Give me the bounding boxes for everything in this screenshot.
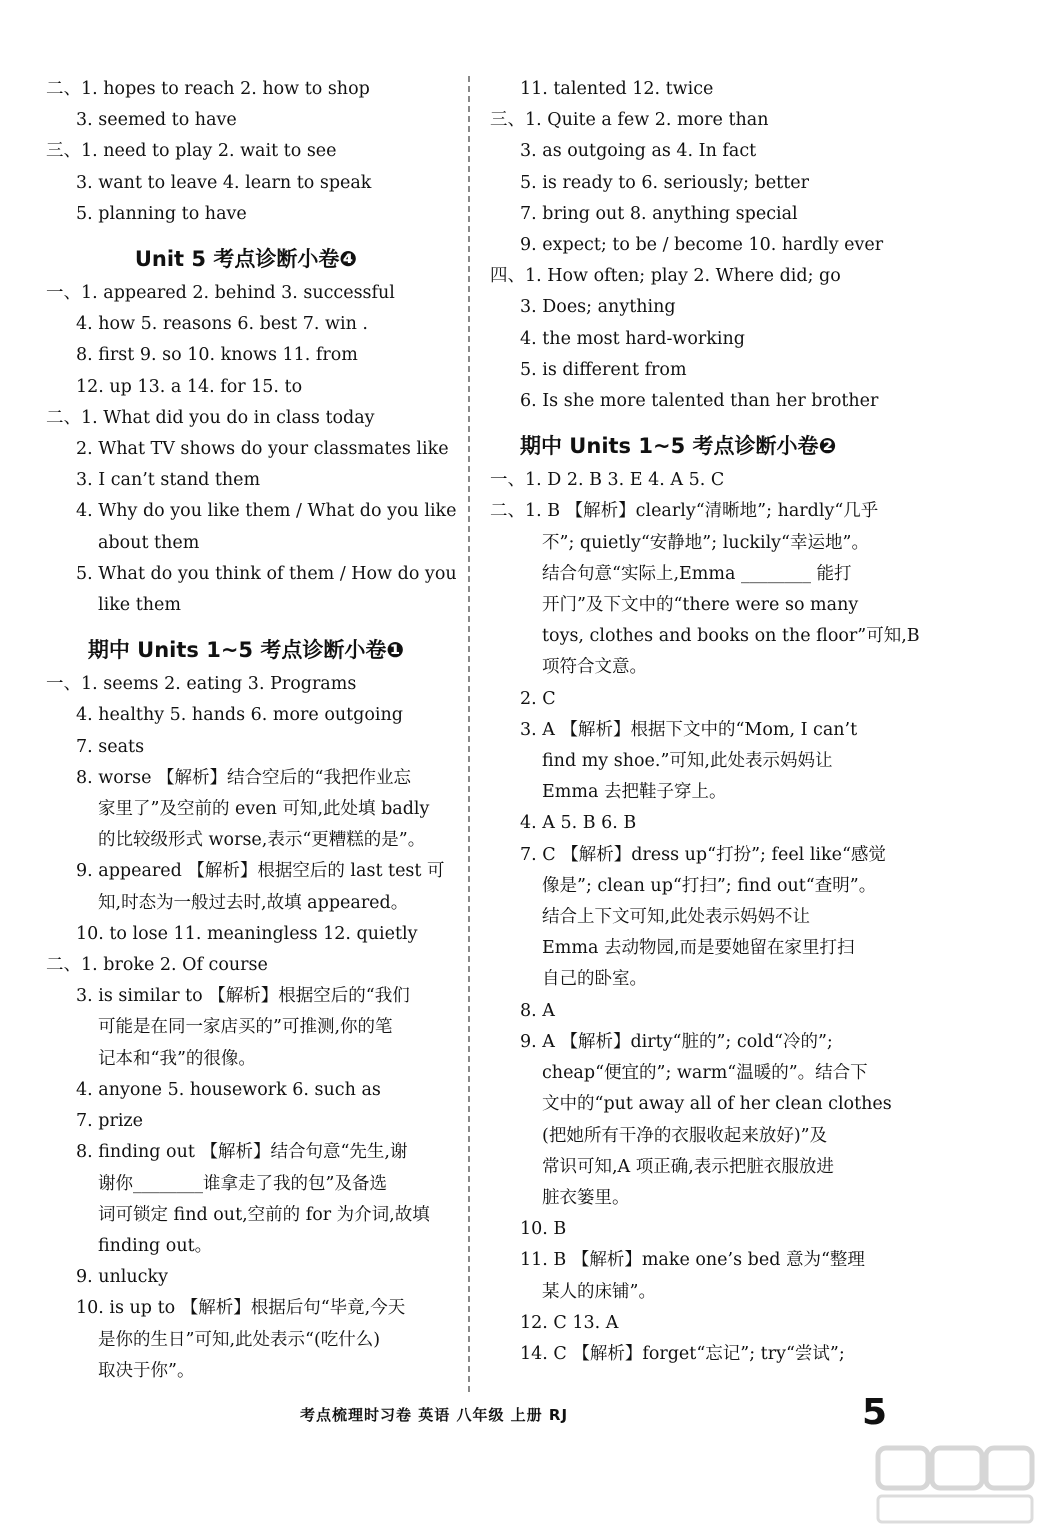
answer-item: 10. is up to 【解析】根据后句“毕竟,今天 (76, 1298, 406, 1319)
answer-continuation: 常识可知,A 项正确,表示把脏衣服放进 (542, 1156, 834, 1177)
answer-item: 8. first 9. so 10. knows 11. from (76, 345, 358, 366)
answer-item: 3. seemed to have (76, 110, 237, 131)
answer-continuation: 开门”及下文中的“there were so many (542, 595, 859, 616)
answer-continuation: find my shoe.”可知,此处表示妈妈让 (542, 751, 833, 772)
answer-item: 7. prize (76, 1111, 144, 1132)
answer-continuation: about them (98, 532, 200, 553)
answer-item: 9. unlucky (76, 1267, 168, 1288)
answer-item: 4. healthy 5. hands 6. more outgoing (76, 705, 403, 726)
section-answer-line: 二、1. broke 2. Of course (46, 955, 268, 976)
right-column (490, 74, 920, 1370)
answer-continuation: 取决于你”。 (98, 1360, 195, 1381)
section-answer-line: 二、1. What did you do in class today (46, 407, 375, 428)
answer-item: 3. is similar to 【解析】根据空后的“我们 (76, 986, 410, 1007)
answer-continuation: 可能是在同一家店买的”可推测,你的笔 (98, 1017, 393, 1038)
answer-continuation: 某人的床铺”。 (542, 1281, 656, 1302)
answer-item: 8. worse 【解析】结合空后的“我把作业忘 (76, 767, 411, 788)
answer-item: 2. What TV shows do your classmates like (76, 439, 449, 460)
answer-item: 9. A 【解析】dirty“脏的”; cold“冷的”; (520, 1031, 833, 1052)
answer-item: 4. A 5. B 6. B (520, 813, 637, 834)
answer-item: 10. B (520, 1219, 567, 1240)
section-heading: 期中 Units 1~5 考点诊断小卷❶ (87, 638, 405, 663)
section-answer-line: 一、1. D 2. B 3. E 4. A 5. C (490, 470, 725, 491)
section-answer-line: 三、1. Quite a few 2. more than (490, 110, 769, 131)
section-answer-line: 一、1. appeared 2. behind 3. successful (46, 283, 395, 304)
answer-continuation: 像是”; clean up“打扫”; find out“查明”。 (542, 875, 877, 896)
section-answer-line: 二、1. hopes to reach 2. how to shop (46, 79, 370, 99)
section-heading: 期中 Units 1~5 考点诊断小卷❷ (520, 434, 837, 459)
left-column (46, 74, 457, 1387)
answer-item: 8. finding out 【解析】结合句意“先生,谢 (76, 1142, 408, 1163)
column-divider (468, 76, 470, 1392)
answer-continuation: 家里了”及空前的 even 可知,此处填 badly (98, 799, 430, 820)
answer-continuation: 结合上下文可知,此处表示妈妈不让 (542, 907, 811, 928)
answer-item: 9. expect; to be / become 10. hardly ever (520, 235, 884, 256)
answer-item: 3. I can’t stand them (76, 470, 261, 491)
answer-continuation: 不”; quietly“安静地”; luckily“幸运地”。 (542, 532, 869, 553)
page-number: 5 (862, 1392, 888, 1433)
section-answer-line: 一、1. seems 2. eating 3. Programs (46, 674, 357, 695)
answer-item: 10. to lose 11. meaningless 12. quietly (76, 923, 418, 944)
answer-item: 12. up 13. a 14. for 15. to (76, 376, 303, 397)
answer-continuation: 的比较级形式 worse,表示“更糟糕的是”。 (98, 830, 426, 851)
answer-item: 7. seats (76, 736, 145, 757)
answer-item: 3. want to leave 4. learn to speak (76, 172, 372, 193)
answer-item: 12. C 13. A (520, 1312, 619, 1333)
footer-book-title: 考点梳理时习卷 英语 八年级 上册 RJ (300, 1406, 569, 1424)
answer-continuation: finding out。 (98, 1235, 213, 1256)
section-answer-line: 三、1. need to play 2. wait to see (46, 141, 337, 162)
answer-item: 4. Why do you like them / What do you like (76, 501, 457, 522)
answer-item: 4. anyone 5. housework 6. such as (76, 1079, 381, 1100)
section-heading: Unit 5 考点诊断小卷❹ (134, 247, 358, 272)
answer-item: 11. B 【解析】make one’s bed 意为“整理 (520, 1250, 865, 1271)
answer-continuation: 知,时态为一般过去时,故填 appeared。 (98, 892, 409, 913)
answer-continuation: 项符合文意。 (542, 657, 647, 678)
answer-continuation: 是你的生日”可知,此处表示“(吃什么) (98, 1329, 381, 1350)
answer-item: 5. planning to have (76, 203, 247, 224)
answer-continuation: 谢你________谁拿走了我的包”及备选 (98, 1173, 387, 1194)
answer-item: 9. appeared 【解析】根据空后的 last test 可 (76, 861, 445, 882)
answer-continuation: 词可锁定 find out,空前的 for 为介词,故填 (98, 1204, 430, 1225)
answer-continuation: 自己的卧室。 (542, 969, 647, 990)
answer-continuation: Emma 去把鞋子穿上。 (542, 782, 727, 803)
answer-item: 5. What do you think of them / How do you (76, 563, 457, 584)
answer-continuation: toys, clothes and books on the floor”可知,B (542, 626, 920, 647)
answer-item: 5. is different from (520, 359, 687, 380)
answer-continuation: cheap“便宜的”; warm“温暖的”。结合下 (542, 1063, 868, 1084)
answer-item: 3. Does; anything (520, 297, 676, 318)
answer-item: 3. A 【解析】根据下文中的“Mom, I can’t (520, 719, 858, 740)
answer-item: 5. is ready to 6. seriously; better (520, 172, 809, 193)
answer-continuation: 文中的“put away all of her clean clothes (542, 1094, 892, 1115)
answer-item: 2. C (520, 688, 556, 709)
answer-item: 4. the most hard-working (520, 328, 745, 349)
answer-continuation: Emma 去动物园,而是要她留在家里打扫 (542, 938, 855, 959)
answer-item: 14. C 【解析】forget“忘记”; try“尝试”; (520, 1343, 845, 1364)
answer-item: 7. bring out 8. anything special (520, 203, 798, 224)
answer-item: 7. C 【解析】dress up“打扮”; feel like“感觉 (520, 844, 886, 865)
answer-item: 3. as outgoing as 4. In fact (520, 141, 757, 162)
answer-item: 6. Is she more talented than her brother (520, 391, 879, 412)
section-answer-line: 二、1. B 【解析】clearly“清晰地”; hardly“几乎 (490, 501, 879, 522)
answer-continuation: 结合句意“实际上,Emma ________ 能打 (542, 563, 852, 584)
answer-item: 11. talented 12. twice (520, 79, 714, 99)
answer-item: 4. how 5. reasons 6. best 7. win . (76, 314, 368, 335)
answer-continuation: 脏衣篓里。 (542, 1187, 630, 1208)
section-answer-line: 四、1. How often; play 2. Where did; go (490, 266, 841, 287)
watermark-logo-icon (870, 1440, 1040, 1530)
answer-continuation: (把她所有干净的衣服收起来放好)”及 (542, 1125, 828, 1146)
answer-item: 8. A (520, 1000, 555, 1021)
answer-continuation: like them (98, 595, 181, 616)
answer-continuation: 记本和“我”的很像。 (98, 1048, 256, 1069)
